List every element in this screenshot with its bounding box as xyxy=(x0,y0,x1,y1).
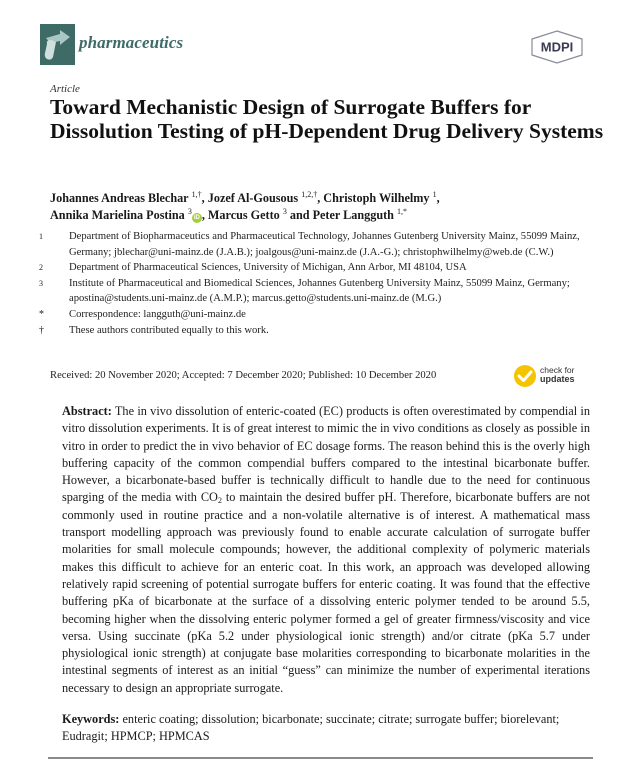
author[interactable] xyxy=(50,208,202,222)
journal-logo-icon[interactable] xyxy=(40,24,75,65)
author-list xyxy=(50,190,610,224)
author[interactable] xyxy=(313,208,407,222)
mdpi-logo-icon[interactable] xyxy=(529,30,585,64)
affiliation-mark: 1 xyxy=(39,232,43,241)
correspondence-text[interactable]: Correspondence: langguth@uni-mainz.de xyxy=(69,308,246,320)
abstract-label: Abstract: xyxy=(62,404,112,418)
author[interactable] xyxy=(323,191,436,205)
section-divider xyxy=(48,757,593,759)
keywords xyxy=(62,711,590,746)
check-for-label: check for xyxy=(540,365,575,375)
author-name: Marcus Getto xyxy=(207,208,280,222)
keywords-label: Keywords: xyxy=(62,712,120,726)
author[interactable] xyxy=(208,191,317,205)
author-affil-sup: 1,† xyxy=(191,190,202,199)
check-for-updates-button[interactable] xyxy=(514,363,584,391)
equal-contribution-text: These authors contributed equally to this work. xyxy=(69,324,269,336)
orcid-icon[interactable]: iD xyxy=(193,215,200,221)
author-affil-sup: 3 xyxy=(187,207,192,216)
author-sep: and xyxy=(286,208,313,222)
author-name: Peter Langguth xyxy=(312,208,394,222)
affiliation-text: Department of Pharmaceutical Sciences, University of Michigan, Ann Arbor, MI 48104, USA xyxy=(69,262,467,274)
author-affil-sup: 1,2,† xyxy=(301,190,318,199)
correspondence-mark: * xyxy=(39,308,44,320)
author-sep: , xyxy=(201,208,208,222)
mdpi-logo-text: MDPI xyxy=(540,39,574,55)
journal-name[interactable]: pharmaceutics xyxy=(79,33,184,52)
article-title: Toward Mechanistic Design of Surrogate Buffers for Dissolution Testing of pH-Dependent Drug Delivery Systems xyxy=(50,95,604,143)
keywords-text: enteric coating; dissolution; bicarbonate; succinate; citrate; surrogate buffer; biorelevant; Eudragit; HPMCP; HPMCAS xyxy=(62,712,560,744)
author-name: Annika Marielina Postina xyxy=(50,208,185,222)
correspondence-item xyxy=(38,307,598,323)
abstract-subscript: 2 xyxy=(217,496,222,506)
author[interactable] xyxy=(208,208,287,222)
updates-label: updates xyxy=(540,374,575,384)
affiliation-item xyxy=(38,229,598,260)
author-sep: , xyxy=(436,191,440,205)
affiliation-item xyxy=(38,260,598,276)
check-for-updates-icon xyxy=(514,365,536,387)
affiliation-item xyxy=(38,276,598,307)
affiliations xyxy=(38,229,598,338)
affiliation-text: Institute of Pharmaceutical and Biomedical Sciences, Johannes Gutenberg University Mainz, 55099 Mainz, Germany; apostina@students.uni-mainz.de (A.M.P.); marcus.getto@students.uni-mainz.de (M.G.) xyxy=(69,277,570,305)
author-name: Johannes Andreas Blechar xyxy=(50,191,189,205)
affiliation-mark: 3 xyxy=(39,278,43,288)
author-affil-sup: 1 xyxy=(432,190,437,199)
author-name: Christoph Wilhelmy xyxy=(323,191,430,205)
equal-contribution-note xyxy=(38,323,598,339)
author-affil-sup: 3 xyxy=(282,207,287,216)
author-affil-sup: 1,* xyxy=(397,207,407,216)
author-sep: , xyxy=(317,191,324,205)
publication-dates: Received: 20 November 2020; Accepted: 7 December 2020; Published: 10 December 2020 xyxy=(50,370,437,381)
abstract xyxy=(62,403,590,697)
abstract-text: The in vivo dissolution of enteric-coated (EC) products is often overestimated by compendial in vitro dissolution experiments. It is of great interest to mimic the in vivo conditions as closely as possible in vitro in order to predict the in vivo behavior of EC dosage forms. The reason behind this is the overly high buffering capacity of the common compendial buffers compared to the intestinal bicarbonate buffer. However, a bicarbonate-based buffer is technically difficult to handle due to the need for continuous sparging of the media with CO xyxy=(62,404,590,505)
author[interactable] xyxy=(50,191,202,205)
author-sep: , xyxy=(201,191,208,205)
dagger-mark: † xyxy=(39,324,44,336)
article-type: Article xyxy=(50,83,80,95)
author-name: Jozef Al-Gousous xyxy=(207,191,299,205)
affiliation-mark: 2 xyxy=(39,263,43,273)
affiliation-text: Department of Biopharmaceutics and Pharmaceutical Technology, Johannes Gutenberg University Mainz, 55099 Mainz, Germany; jblechar@uni-mainz.de (J.A.B.); joalgous@uni-mainz.de (J.A.-G.); christophwilhelmy@web.de (C.W.) xyxy=(69,231,580,258)
abstract-text-cont: to maintain the desired buffer pH. Therefore, bicarbonate buffers are not commonly used in routine practice and a non-volatile alternative is of interest. A mathematical mass transport modelling approach was previously found to enable accurate calculation of surrogate buffer molarities for small molecule compounds; however, the additional complexity of polymeric materials makes this difficult to achieve for an enteric coat. In this work, an approach was developed allowing relatively rapid screening of potential surrogate buffers for enteric coating. It was found that the effective buffering pKa of bicarbonate at the surface of a dissolving enteric polymer tended to be around 5.5, becoming higher when the dissolving enteric polymer formed a gel of greater firmness/viscosity and vice versa. Using succinate (pKa 5.2 under physiological ionic strength) and/or citrate (pKa 5.7 under physiological ionic strength) at conjugate base molarities corresponding to bicarbonate molarities in the intestinal segments of interest as an initial “guess” can minimize the number of experimental iterations necessary to design an appropriate surrogate. xyxy=(62,490,590,695)
